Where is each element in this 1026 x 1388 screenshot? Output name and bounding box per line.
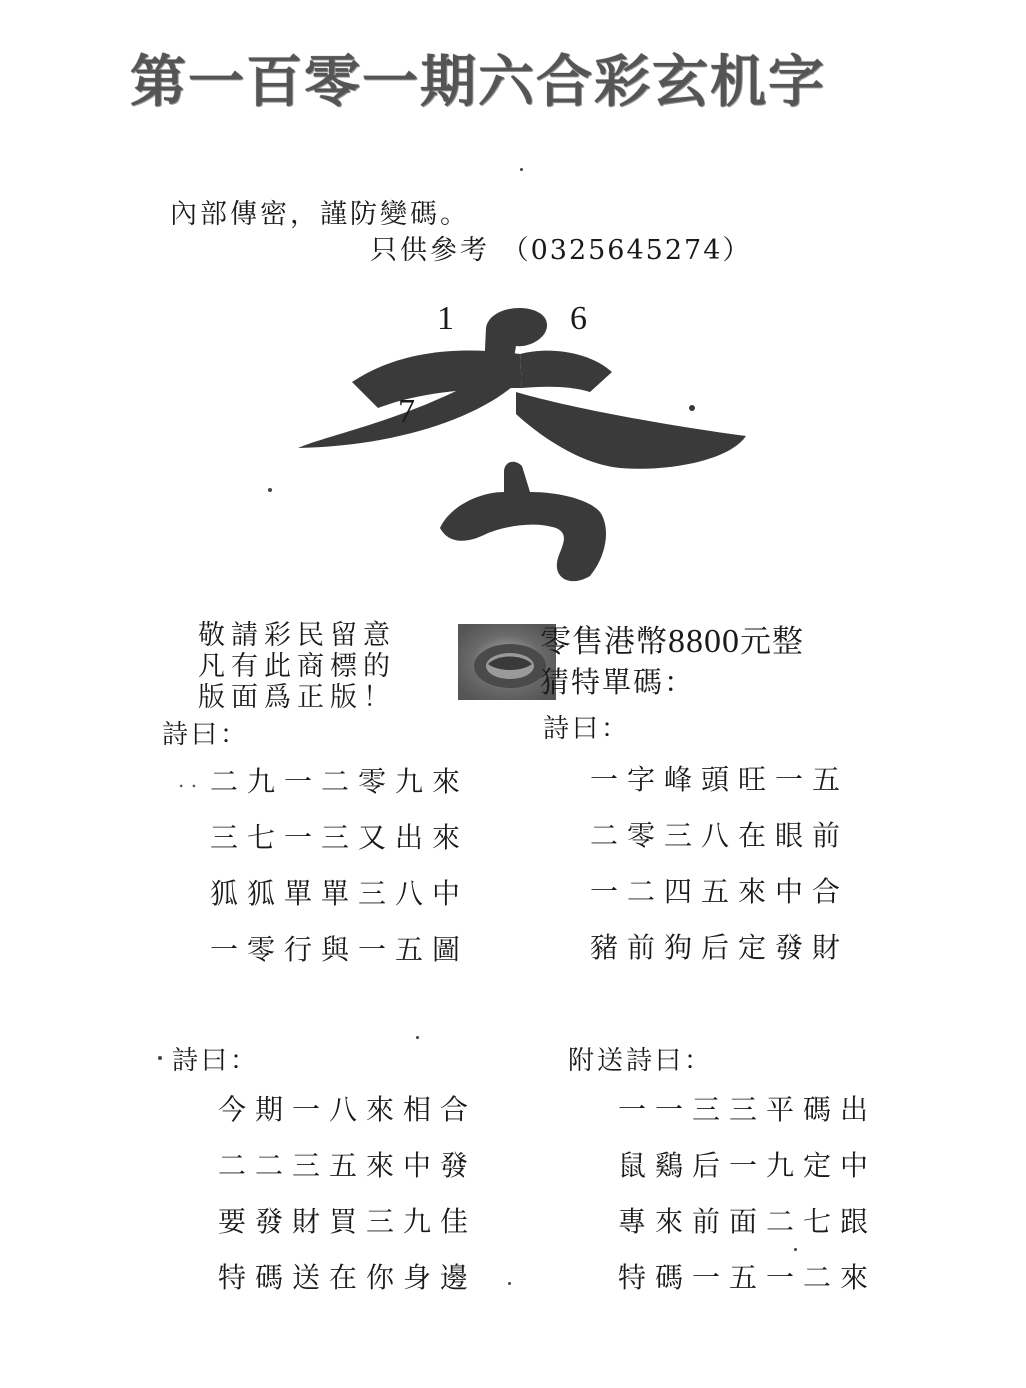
- retail-price: [540, 616, 804, 661]
- price-amount: 8800: [668, 623, 740, 660]
- scan-speck: [416, 1036, 419, 1039]
- price-prefix: 零售港幣: [540, 624, 668, 660]
- poem-heading: 詩曰：: [543, 714, 631, 744]
- poem-line: 專來前面二七跟: [618, 1205, 878, 1238]
- poem-line: 特碼送在你身邊: [218, 1261, 478, 1294]
- poem-line: 要發財買三九佳: [218, 1205, 478, 1238]
- scan-speck: [268, 488, 272, 492]
- poem-line: 今期一八來相合: [218, 1093, 478, 1126]
- reference-label: 只供參考: [370, 235, 490, 266]
- poem-line: 二二三五來中發: [218, 1149, 478, 1182]
- poem-line: 一一三三平碼出: [618, 1093, 878, 1126]
- poem-3: [218, 1082, 477, 1306]
- notice-line: 凡有此商標的: [198, 651, 396, 682]
- poem-line: 鼠鷄后一九定中: [618, 1149, 878, 1182]
- glyph-number-6: 6: [570, 300, 587, 337]
- scan-speck: [520, 168, 523, 171]
- poem-heading: 詩曰：: [172, 1046, 260, 1076]
- decorative-dots: . .: [178, 768, 198, 792]
- reference-note: [370, 228, 751, 267]
- glyph-dot: [689, 405, 695, 411]
- price-suffix: 元整: [740, 624, 804, 660]
- poem-heading: 附送詩曰：: [568, 1046, 714, 1076]
- poem-line: 狐狐單單三八中: [210, 877, 470, 910]
- poem-line: 三七一三又出來: [210, 821, 470, 854]
- internal-note: 內部傳密，謹防變碼。: [170, 199, 470, 230]
- mystery-glyph-drawing: [290, 296, 760, 588]
- scan-speck: [794, 1248, 797, 1251]
- poem-4: [618, 1082, 877, 1306]
- glyph-right-wing-stroke: [520, 351, 612, 392]
- guess-label: 猜特單碼：: [540, 665, 696, 699]
- glyph-number-7: 7: [398, 393, 415, 430]
- poem-line: 一零行與一五圖: [210, 933, 470, 966]
- authenticity-notice: [198, 620, 396, 713]
- poem-line: 豬前狗后定發財: [590, 931, 850, 964]
- scan-speck: [158, 1056, 162, 1060]
- poem-2: [590, 752, 849, 976]
- poem-heading: 詩曰：: [162, 720, 250, 750]
- mystery-glyph: [290, 296, 760, 588]
- poem-line: 二九一二零九來: [210, 765, 470, 798]
- glyph-number-1: 1: [437, 300, 454, 337]
- poem-line: 二零三八在眼前: [590, 819, 850, 852]
- notice-line: 敬請彩民留意: [198, 620, 396, 651]
- glyph-right-fall-stroke: [516, 392, 746, 469]
- glyph-box-stroke: [440, 462, 606, 581]
- poem-line: 一字峰頭旺一五: [590, 763, 850, 796]
- poem-line: 特碼一五一二來: [618, 1261, 878, 1294]
- poem-1: [210, 754, 469, 978]
- scan-speck: [508, 1282, 511, 1285]
- page-title: 第一百零一期六合彩玄机字: [130, 49, 826, 115]
- phone-number: （0325645274）: [501, 235, 752, 266]
- poem-line: 一二四五來中合: [590, 875, 850, 908]
- notice-line: 版面爲正版！: [198, 682, 396, 713]
